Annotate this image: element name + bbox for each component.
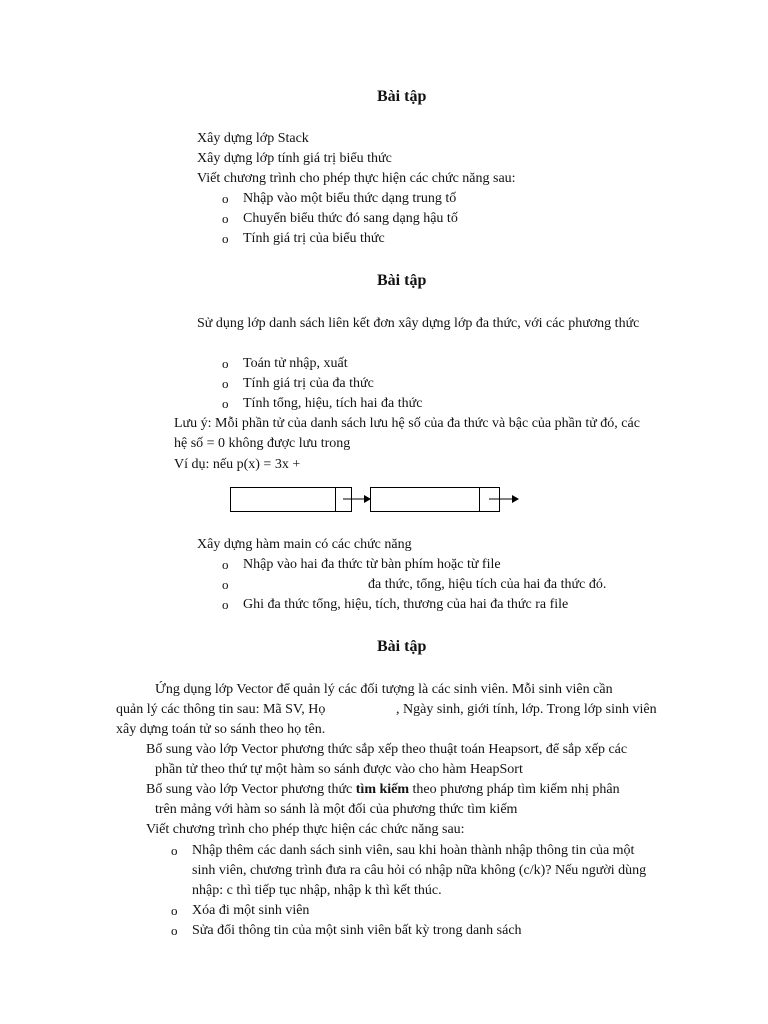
s3-item-2-line-2: trên mảng với hàm so sánh là một đối của phương thức tìm kiếm xyxy=(155,802,518,817)
s3-item-2-bold: tìm kiếm xyxy=(355,782,410,797)
s3-sub-2: Xóa đi một sinh viên xyxy=(192,903,310,918)
s1-bullet-1: Nhập vào một biểu thức dạng trung tố xyxy=(243,191,457,206)
s2-bullet-2: Tính giá trị của đa thức xyxy=(243,376,374,391)
s3-para-line-2b: , Ngày sinh, giới tính, lớp. Trong lớp sinh viên xyxy=(396,702,657,717)
bullet-marker: o xyxy=(222,356,229,371)
s3-sub-1-line-2: sinh viên, chương trình đưa ra câu hỏi có nhập nữa không (c/k)? Nếu người dùng xyxy=(192,863,647,878)
s2-main-intro: Xây dựng hàm main có các chức năng xyxy=(197,537,412,552)
bullet-marker: o xyxy=(222,191,229,206)
bullet-marker: o xyxy=(222,396,229,411)
s1-line-2: Xây dựng lớp tính giá trị biểu thức xyxy=(197,151,392,166)
s3-sub-1-line-1: Nhập thêm các danh sách sinh viên, sau khi hoàn thành nhập thông tin của một xyxy=(192,843,635,858)
arrow-icon xyxy=(340,490,374,508)
s2-bullet-3: Tính tổng, hiệu, tích hai đa thức xyxy=(243,396,423,411)
s1-bullet-2: Chuyển biểu thức đó sang dạng hậu tố xyxy=(243,211,458,226)
s3-item-3: Viết chương trình cho phép thực hiện các chức năng sau: xyxy=(146,822,465,837)
s1-bullet-3: Tính giá trị của biểu thức xyxy=(243,231,385,246)
s3-item-2-pre: Bổ sung vào lớp Vector phương thức xyxy=(146,782,353,797)
bullet-marker: o xyxy=(171,843,178,858)
bullet-marker: o xyxy=(222,597,229,612)
bullet-marker: o xyxy=(222,211,229,226)
s3-item-2-line-1 xyxy=(146,782,620,798)
s2-intro: Sử dụng lớp danh sách liên kết đơn xây dựng lớp đa thức, với các phương thức xyxy=(197,316,640,331)
node-1-pointer-field xyxy=(335,488,336,511)
s1-line-1: Xây dựng lớp Stack xyxy=(197,131,309,146)
s3-item-1-line-1: Bổ sung vào lớp Vector phương thức sắp xếp theo thuật toán Heapsort, để sắp xếp các xyxy=(146,742,628,757)
bullet-marker: o xyxy=(222,557,229,572)
s1-line-3: Viết chương trình cho phép thực hiện các chức năng sau: xyxy=(197,171,516,186)
list-node-1 xyxy=(230,487,352,512)
s2-bullet-1: Toán tử nhập, xuất xyxy=(243,356,348,371)
s2-example: Ví dụ: nếu p(x) = 3x + xyxy=(174,457,301,472)
arrow-icon xyxy=(486,490,522,508)
section-1-title: Bài tập xyxy=(377,88,427,105)
bullet-marker: o xyxy=(222,231,229,246)
s2-main-bullet-3: Ghi đa thức tổng, hiệu, tích, thương của hai đa thức ra file xyxy=(243,597,569,612)
s3-item-1-line-2: phần tử theo thứ tự một hàm so sánh được vào cho hàm HeapSort xyxy=(155,762,523,777)
bullet-marker: o xyxy=(222,577,229,592)
s2-main-bullet-1: Nhập vào hai đa thức từ bàn phím hoặc từ file xyxy=(243,557,501,572)
bullet-marker: o xyxy=(222,376,229,391)
section-2-title: Bài tập xyxy=(377,272,427,289)
s2-note-line-2: hệ số = 0 không được lưu trong xyxy=(174,436,351,451)
s3-para-line-3: xây dựng toán tử so sánh theo họ tên. xyxy=(116,722,326,737)
bullet-marker: o xyxy=(171,903,178,918)
s2-main-bullet-2: đa thức, tổng, hiệu tích của hai đa thức đó. xyxy=(368,577,607,592)
s3-para-line-1: Ứng dụng lớp Vector để quản lý các đối tượng là các sinh viên. Mỗi sinh viên cần xyxy=(155,682,613,697)
section-3-title: Bài tập xyxy=(377,638,427,655)
list-node-2 xyxy=(370,487,500,512)
s3-para-line-2a: quản lý các thông tin sau: Mã SV, Họ xyxy=(116,702,326,717)
bullet-marker: o xyxy=(171,923,178,938)
s3-item-2-post: theo phương pháp tìm kiếm nhị phân xyxy=(412,782,620,797)
s3-sub-3: Sửa đổi thông tin của một sinh viên bất kỳ trong danh sách xyxy=(192,923,522,938)
node-2-pointer-field xyxy=(479,488,480,511)
s3-sub-1-line-3: nhập: c thì tiếp tục nhập, nhập k thì kết thúc. xyxy=(192,883,442,898)
s2-note-line-1: Lưu ý: Mỗi phần tử của danh sách lưu hệ số của đa thức và bậc của phần tử đó, các xyxy=(174,416,640,431)
